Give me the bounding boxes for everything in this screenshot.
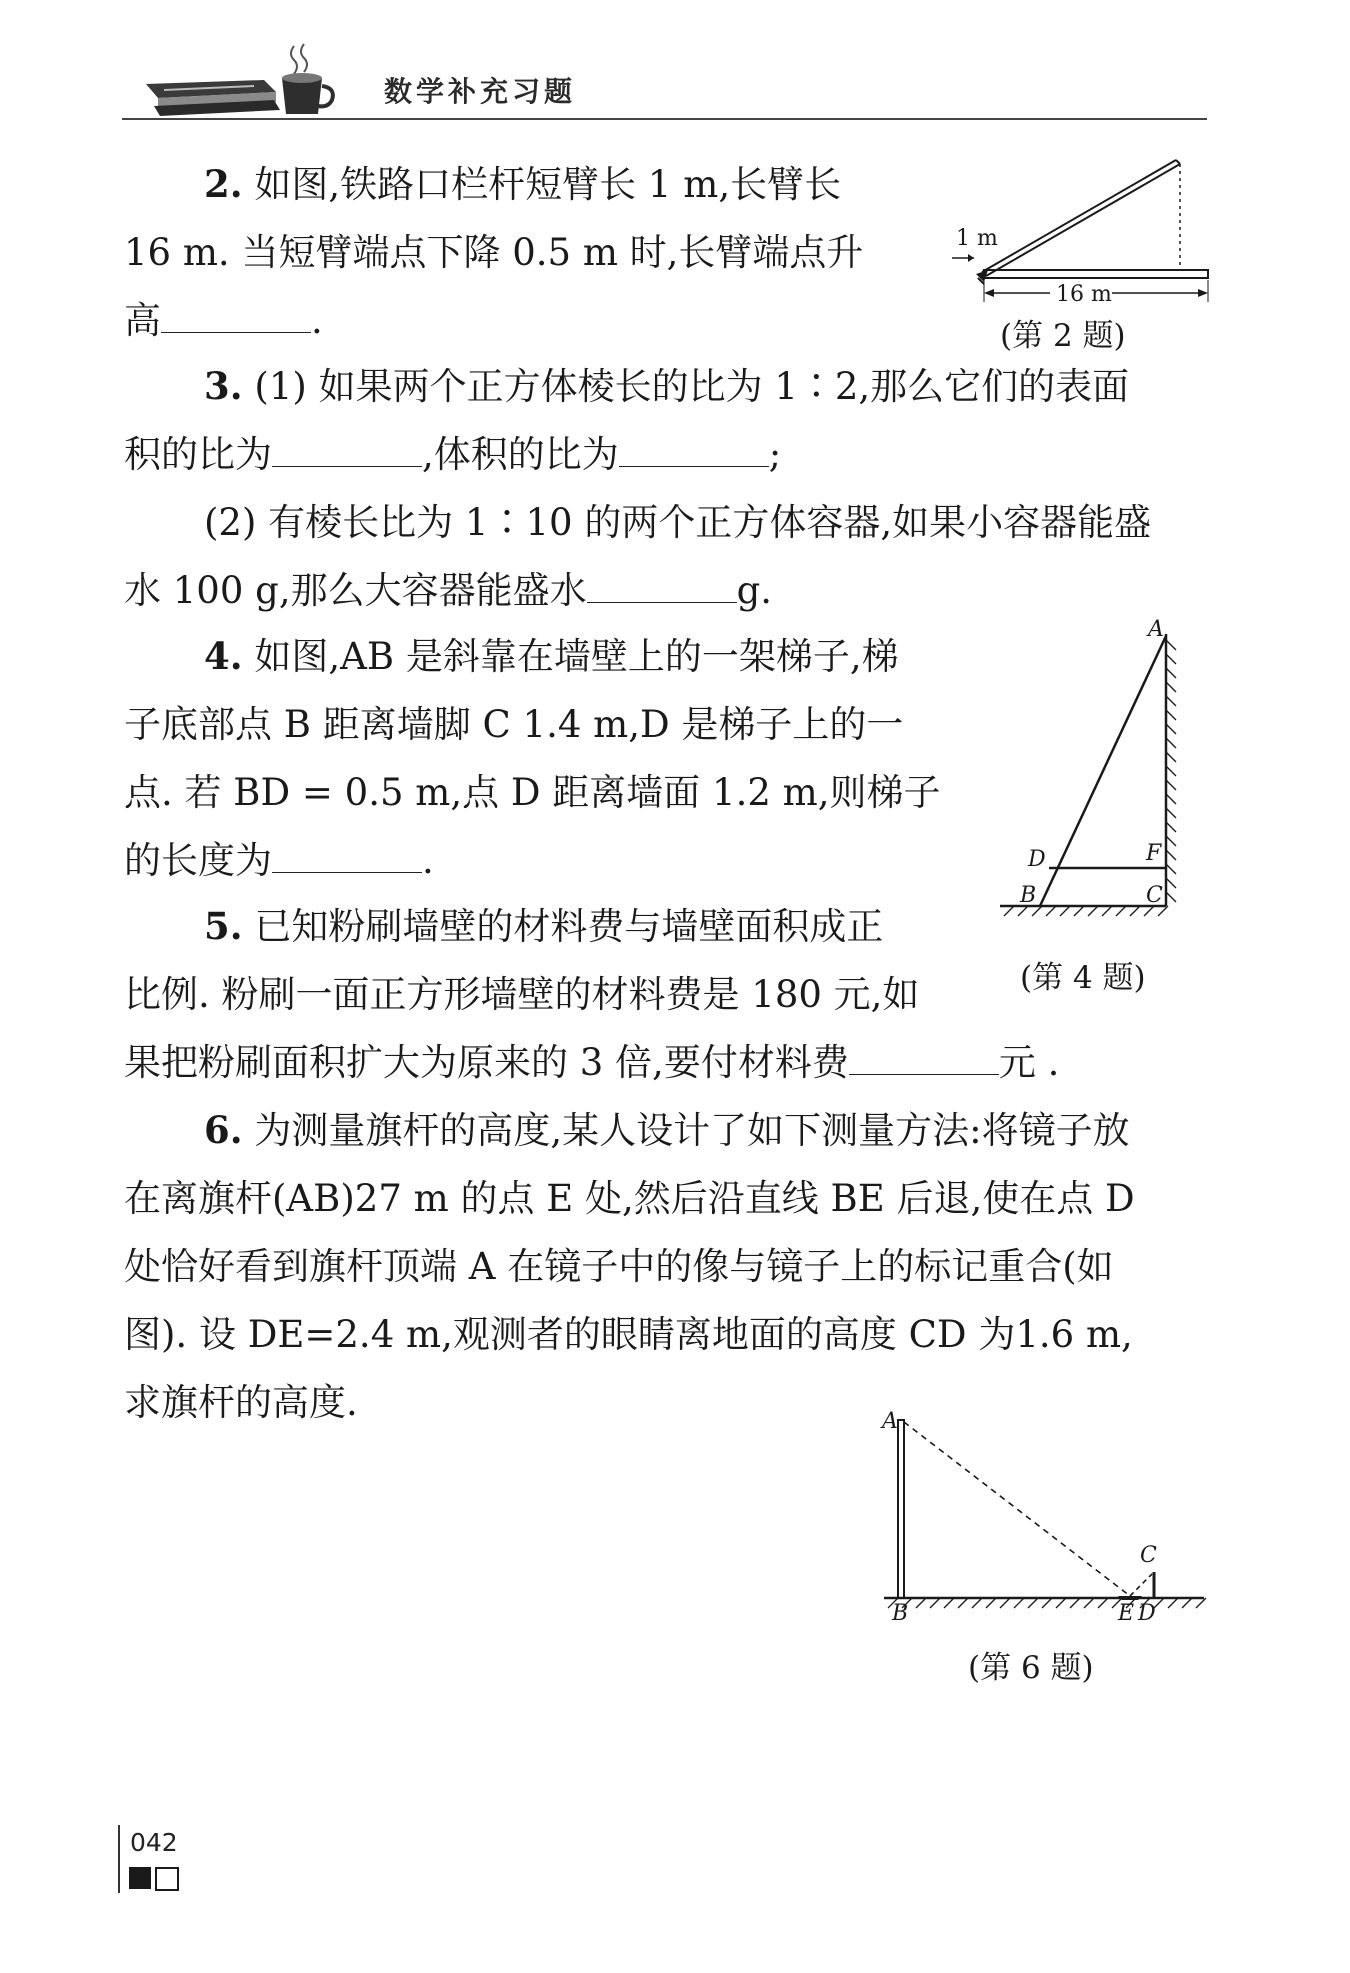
problem-3-line-1: (1) 如果两个正方体棱长的比为 1∶2,那么它们的表面 — [254, 365, 1130, 408]
problem-4-text — [124, 622, 984, 895]
problem-6-line-5: 求旗杆的高度. — [124, 1381, 358, 1424]
problem-3-line-3: (2) 有棱长比为 1∶10 的两个正方体容器,如果小容器能盛 — [204, 501, 1152, 544]
problem-6-line-3: 处恰好看到旗杆顶端 A 在镜子中的像与镜子上的标记重合(如 — [124, 1245, 1114, 1288]
figure-2-railway-barrier — [940, 150, 1230, 310]
problem-5-line-1: 已知粉刷墙壁的材料费与墙壁面积成正 — [254, 905, 884, 948]
problem-6-line-4: 图). 设 DE=2.4 m,观测者的眼睛离地面的高度 CD 为1.6 m, — [124, 1313, 1133, 1356]
problem-2-line-3b: . — [311, 299, 323, 342]
figure-2-long-arm-label: 16 m — [1056, 282, 1112, 307]
figure-6-label-d: D — [1138, 1601, 1156, 1626]
problem-3-line-4a: 水 100 g,那么大容器能盛水 — [124, 569, 587, 612]
problem-3-line-4b: g. — [736, 569, 773, 612]
filled-square-icon — [129, 1867, 151, 1889]
answer-blank[interactable] — [619, 428, 769, 467]
figure-2-caption: (第 2 题) — [1000, 318, 1126, 354]
problem-3-line-2b: ,体积的比为 — [422, 433, 619, 476]
problem-5-line-3b: 元 . — [998, 1041, 1060, 1084]
problem-5-number: 5. — [204, 904, 243, 948]
problem-4-line-2: 子底部点 B 距离墙脚 C 1.4 m,D 是梯子上的一 — [124, 703, 904, 746]
header-divider — [122, 118, 1207, 120]
answer-blank[interactable] — [272, 834, 422, 873]
footer-divider — [118, 1825, 120, 1893]
problem-3-line-2c: ; — [768, 433, 782, 476]
figure-4-label-a: A — [1148, 617, 1164, 642]
figure-6-label-b: B — [892, 1601, 909, 1626]
empty-square-icon — [155, 1867, 179, 1891]
figure-2-short-arm-label: 1 m — [956, 226, 998, 251]
figure-4-label-b: B — [1020, 883, 1037, 908]
figure-4-label-f: F — [1146, 841, 1162, 866]
problem-5-line-2: 比例. 粉刷一面正方形墙壁的材料费是 180 元,如 — [124, 973, 920, 1016]
problem-6-text — [124, 1096, 1224, 1437]
figure-4-caption: (第 4 题) — [1020, 960, 1146, 996]
page-header — [122, 40, 1207, 122]
problem-2-number: 2. — [204, 162, 243, 206]
problem-3-text — [124, 352, 1224, 625]
page-number: 042 — [130, 1828, 178, 1857]
figure-6-label-a: A — [882, 1409, 898, 1434]
problem-4-line-4b: . — [422, 839, 434, 882]
problem-5-text — [124, 892, 1224, 1097]
answer-blank[interactable] — [587, 564, 737, 603]
problem-4-line-4a: 的长度为 — [124, 839, 272, 882]
figure-4-label-d: D — [1028, 847, 1046, 872]
problem-4-line-3: 点. 若 BD = 0.5 m,点 D 距离墙面 1.2 m,则梯子 — [124, 771, 941, 814]
figure-6-caption: (第 6 题) — [968, 1650, 1094, 1686]
figure-6-label-e: E — [1118, 1601, 1135, 1626]
problem-2-line-2: 16 m. 当短臂端点下降 0.5 m 时,长臂端点升 — [124, 231, 864, 274]
figure-6-flagpole — [870, 1409, 1220, 1626]
answer-blank[interactable] — [161, 294, 311, 333]
problem-5-line-3a: 果把粉刷面积扩大为原来的 3 倍,要付材料费 — [124, 1041, 849, 1084]
answer-blank[interactable] — [272, 428, 422, 467]
figure-6-label-c: C — [1140, 1543, 1157, 1568]
figure-4-label-c: C — [1146, 883, 1163, 908]
book-title: 数学补充习题 — [384, 75, 577, 108]
problem-3-line-2a: 积的比为 — [124, 433, 272, 476]
problem-6-line-1: 为测量旗杆的高度,某人设计了如下测量方法:将镜子放 — [254, 1109, 1130, 1152]
books-and-teacup-icon — [144, 40, 344, 120]
problem-6-line-2: 在离旗杆(AB)27 m 的点 E 处,然后沿直线 BE 后退,使在点 D — [124, 1177, 1135, 1220]
problem-6-number: 6. — [204, 1108, 243, 1152]
problem-2-line-3a: 高 — [124, 299, 161, 342]
figure-4-ladder — [990, 617, 1190, 930]
problem-4-number: 4. — [204, 634, 243, 678]
problem-2-text — [124, 150, 924, 355]
problem-2-line-1: 如图,铁路口栏杆短臂长 1 m,长臂长 — [254, 163, 842, 206]
problem-4-line-1: 如图,AB 是斜靠在墙壁上的一架梯子,梯 — [254, 635, 899, 678]
answer-blank[interactable] — [849, 1036, 999, 1075]
problem-3-number: 3. — [204, 364, 243, 408]
